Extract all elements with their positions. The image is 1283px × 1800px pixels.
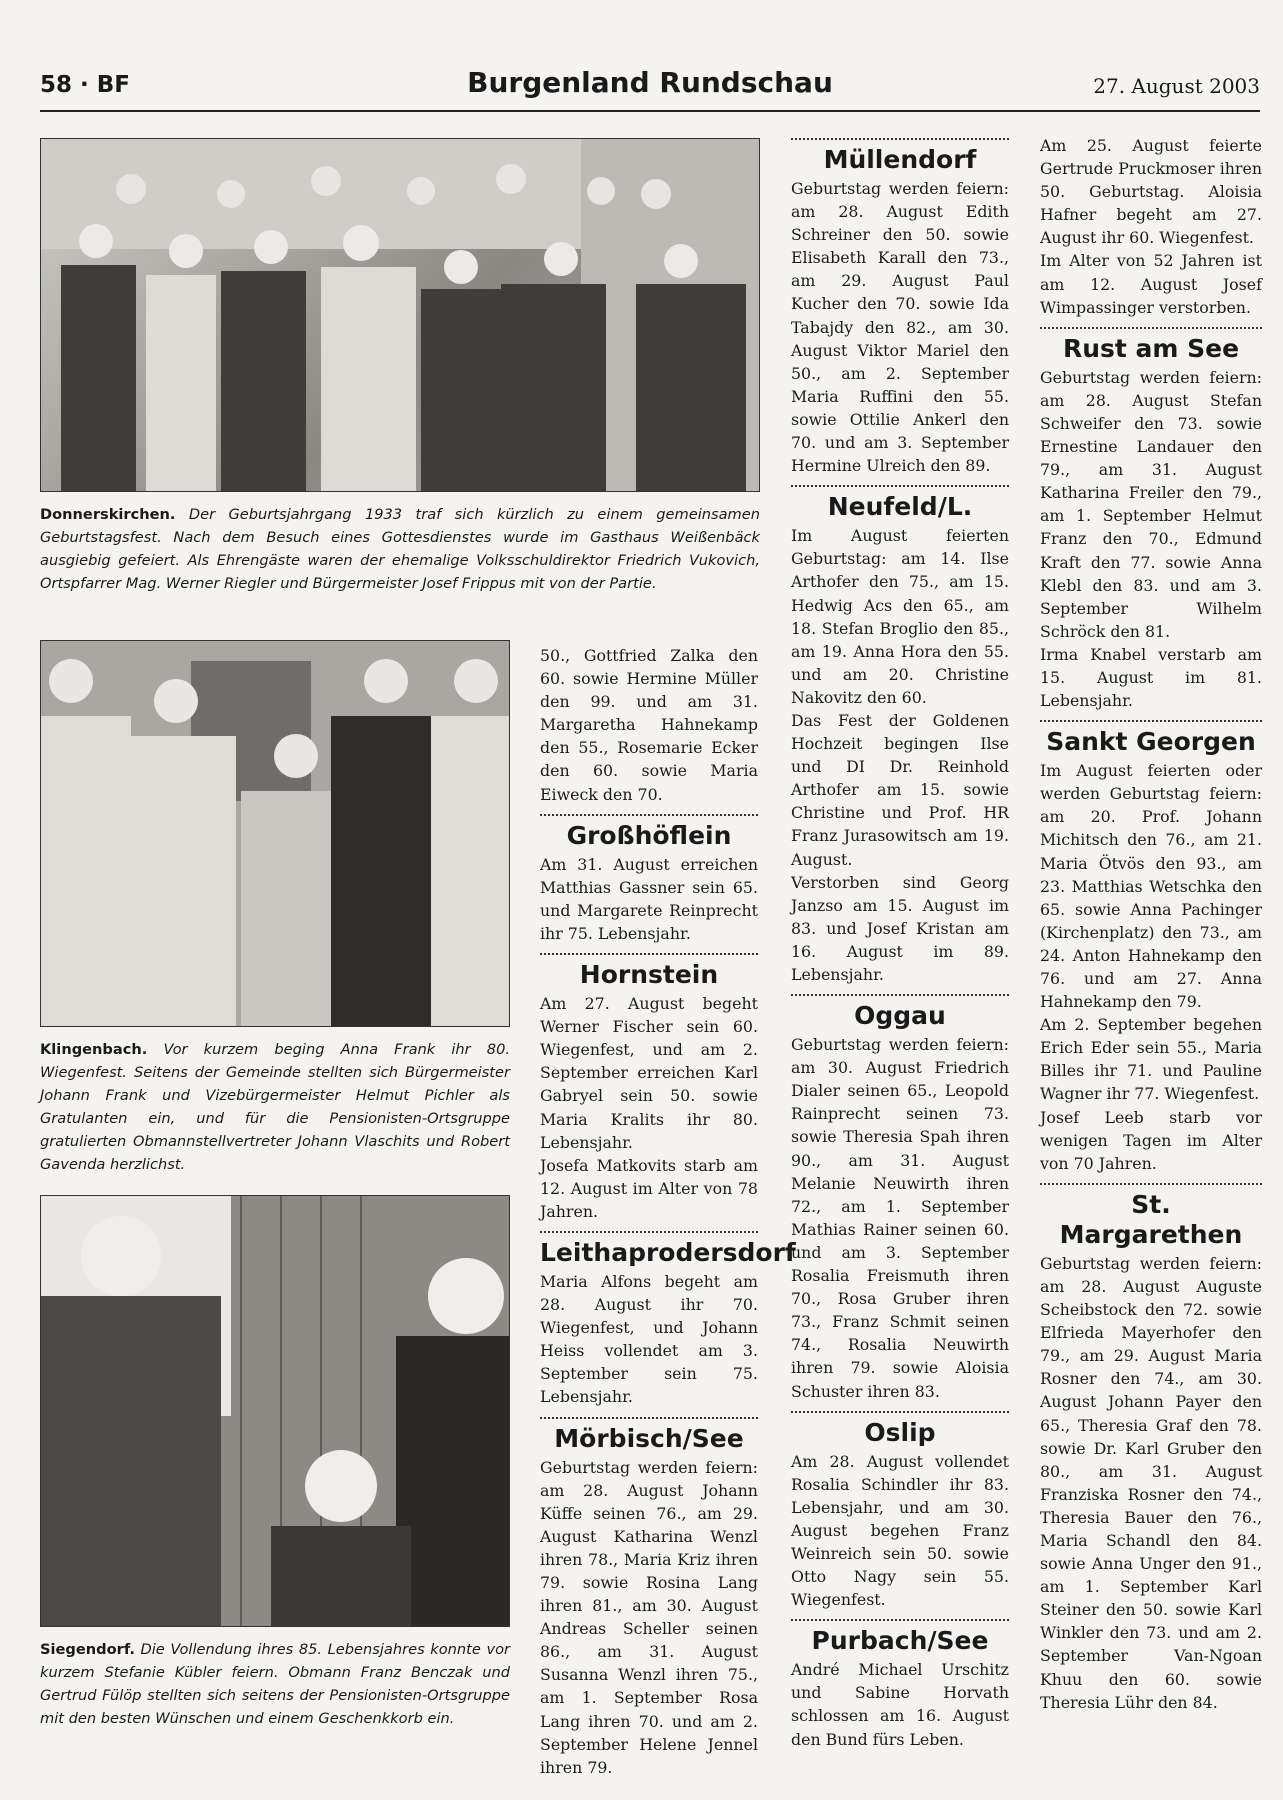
section-text: Geburtstag werden feiern: am 28. August Johann Küffe seinen 76., am 29. August Katharina Wenzl ihren 78., Maria Kriz ihren 79. sowie Rosina Lang ihren 81., am 30. August Andreas Scheller seinen 86., am 31. August Susanna Wenzl ihren 75., am 1. September Rosa Lang ihren 70. und am 2. September Helene Jennel ihren 79. [540, 1457, 758, 1777]
section-text: Im August feierten Geburtstag: am 14. Ilse Arthofer den 75., am 15. Hedwig Acs den 65., am 18. Stefan Broglio den 85., am 19. Anna Hora den 55. und am 20. Christine Nakovitz den 60. [791, 526, 1009, 707]
caption-text: Der Geburtsjahrgang 1933 traf sich kürzlich zu einem gemeinsamen Geburtstagsfest. Nach dem Besuch eines Gottesdienstes wurde im Gasthaus Weißenbäck ausgiebig gefeiert. Als Ehrengäste waren der ehemalige Volksschuldirektor Friedrich Vukovich, Ortspfarrer Mag. Werner Riegler und Bürgermeister Josef Frippus mit von der Partie. [40, 506, 761, 592]
article-continuation: Am 25. August feierte Gertrude Pruckmoser ihren 50. Geburtstag. Aloisia Hafner begeht am 27. August ihr 60. Wiegenfest. [1040, 136, 1262, 248]
section-text: André Michael Urschitz und Sabine Horvath schlossen am 16. August den Bund fürs Leben. [791, 1660, 1009, 1749]
section-text: Am 28. August vollendet Rosalia Schindler ihr 83. Lebensjahr, und am 30. August begehen Franz Weinreich sein 50. sowie Otto Nagy sein 55. Wiegenfest. [791, 1451, 1009, 1610]
section-text: Geburtstag werden feiern: am 28. August Edith Schreiner den 50. sowie Elisabeth Karall den 73., am 29. August Paul Kucher den 70. sowie Ida Tabajdy den 82., am 30. August Viktor Mariel den 50., am 2. September Maria Ruffini den 55. sowie Ottilie Ankerl den 70. und am 3. September Hermine Ulreich den 89. [791, 179, 1009, 476]
section-heading: Sankt Georgen [1046, 727, 1256, 757]
section-text: Geburtstag werden feiern: am 28. August Auguste Scheibstock den 72. sowie Elfrieda Mayerhofer den 79., am 29. August Maria Rosner den 74., am 30. August Johann Payer den 65., Theresia Graf den 78. sowie Dr. Karl Gruber den 80., am 31. August Franziska Rosner den 74., Theresia Bauer den 76., Maria Schandl den 84. sowie Anna Unger den 91., am 1. September Karl Steiner den 50. sowie Karl Winkler den 73. und am 2. September Van-Ngoan Khuu den 60. sowie Theresia Lühr den 84. [1040, 1253, 1262, 1712]
caption-place: Donnerskirchen. [40, 506, 176, 523]
section-text: Das Fest der Goldenen Hochzeit begingen Ilse und DI Dr. Reinhold Arthofer am 15. sowie Christine und Prof. HR Franz Jurasowitsch am 19. August. [791, 710, 1009, 869]
page-number: 58 · BF [40, 72, 131, 98]
photo-donnerskirchen [40, 138, 760, 492]
section-heading: Neufeld/L. [827, 492, 973, 522]
section-text: Am 2. September begehen Erich Eder sein 55., Maria Billes ihr 71. und Pauline Wagner ihr 77. Wiegenfest. [1040, 1015, 1262, 1104]
caption-klingenbach [40, 1038, 510, 1176]
section-text: Maria Alfons begeht am 28. August ihr 70. Wiegenfest, und Johann Heiss vollendet am 3. September sein 75. Lebensjahr. [540, 1271, 758, 1407]
section-heading: Oslip [864, 1417, 936, 1447]
photo-klingenbach [40, 640, 510, 1027]
section-heading: Purbach/See [811, 1626, 989, 1656]
issue-date: 27. August 2003 [1093, 74, 1260, 98]
page-header [40, 64, 1260, 112]
section-text: Geburtstag werden feiern: am 30. August Friedrich Dialer seinen 65., Leopold Rainprecht seinen 73. sowie Theresia Spah ihren 90., am 31. August Melanie Neuwirth ihren 72., am 1. September Mathias Rainer seinen 60. und am 3. September Rosalia Freismuth ihren 70., Rosa Gruber ihren 73., Franz Schmit seinen 74., Rosalia Neuwirth ihren 79. sowie Aloisia Schuster ihren 83. [791, 1035, 1009, 1401]
column-2 [791, 138, 1009, 1751]
caption-text: Vor kurzem beging Anna Frank ihr 80. Wiegenfest. Seitens der Gemeinde stellten sich Bürgermeister Johann Frank und Vizebürgermeister Helmut Pichler als Gratulanten ein, und für die Pensionisten-Ortsgruppe gratulierten Obmannstellvertreter Johann Vlaschits und Robert Gavenda herzlichst. [40, 1041, 511, 1173]
caption-place: Klingenbach. [40, 1041, 148, 1058]
section-text: Am 31. August erreichen Matthias Gassner sein 65. und Margarete Reinprecht ihr 75. Lebensjahr. [540, 854, 758, 943]
section-text: Verstorben sind Georg Janzso am 15. August im 83. und Josef Kristan am 16. August im 89. Lebensjahr. [791, 872, 1009, 984]
section-text: Geburtstag werden feiern: am 28. August Stefan Schweifer den 73. sowie Ernestine Landauer den 79., am 31. August Katharina Freiler den 79., am 1. September Helmut Franz den 70., Edmund Kraft den 77. sowie Anna Klebl den 83. und am 3. September Wilhelm Schröck den 81. [1040, 367, 1262, 641]
caption-donnerskirchen [40, 503, 760, 595]
caption-siegendorf [40, 1638, 510, 1730]
section-heading: Großhöflein [566, 820, 732, 850]
article-continuation: 50., Gottfried Zalka den 60. sowie Hermine Müller den 99. und am 31. Margaretha Hahnekamp den 55., Rosemarie Ecker den 60. sowie Maria Eiweck den 70. [540, 646, 758, 804]
section-text: Am 27. August begeht Werner Fischer sein 60. Wiegenfest, und am 2. September erreichen Karl Gabryel sein 50. sowie Maria Kralits ihr 80. Lebensjahr. [540, 994, 758, 1152]
article-continuation: Im Alter von 52 Jahren ist am 12. August Josef Wimpassinger verstorben. [1040, 251, 1262, 317]
section-heading: Leithaprodersdorf [540, 1237, 796, 1267]
column-3 [1040, 134, 1262, 1714]
section-heading: Rust am See [1062, 333, 1240, 363]
section-heading: Müllendorf [823, 145, 977, 174]
section-text: Josefa Matkovits starb am 12. August im Alter von 78 Jahren. [540, 1155, 758, 1221]
section-heading: Hornstein [579, 960, 719, 990]
section-text: Josef Leeb starb vor wenigen Tagen im Alter von 70 Jahren. [1040, 1107, 1262, 1173]
section-heading: Mörbisch/See [554, 1423, 744, 1453]
newspaper-title: Burgenland Rundschau [467, 66, 833, 99]
caption-place: Siegendorf. [40, 1641, 135, 1658]
column-1 [540, 644, 796, 1779]
section-heading: Oggau [854, 1001, 946, 1031]
section-text: Im August feierten oder werden Geburtstag feiern: am 20. Prof. Johann Michitsch den 76., am 21. Maria Ötvös den 93., am 23. Matthias Wetschka den 65. sowie Anna Pachinger (Kirchenplatz) den 73., am 24. Anton Hahnekamp den 76. und am 27. Anna Hahnekamp den 79. [1040, 761, 1262, 1012]
caption-text: Die Vollendung ihres 85. Lebensjahres konnte vor kurzem Stefanie Kübler feiern. Obmann Franz Benczak und Gertrud Fülöp stellten sich seitens der Pensionisten-Ortsgruppe mit den besten Wünschen und einem Geschenkkorb ein. [40, 1641, 511, 1727]
section-heading: St. Margarethen [1059, 1189, 1243, 1249]
section-text: Irma Knabel verstarb am 15. August im 81. Lebensjahr. [1040, 644, 1262, 711]
photo-siegendorf [40, 1195, 510, 1627]
